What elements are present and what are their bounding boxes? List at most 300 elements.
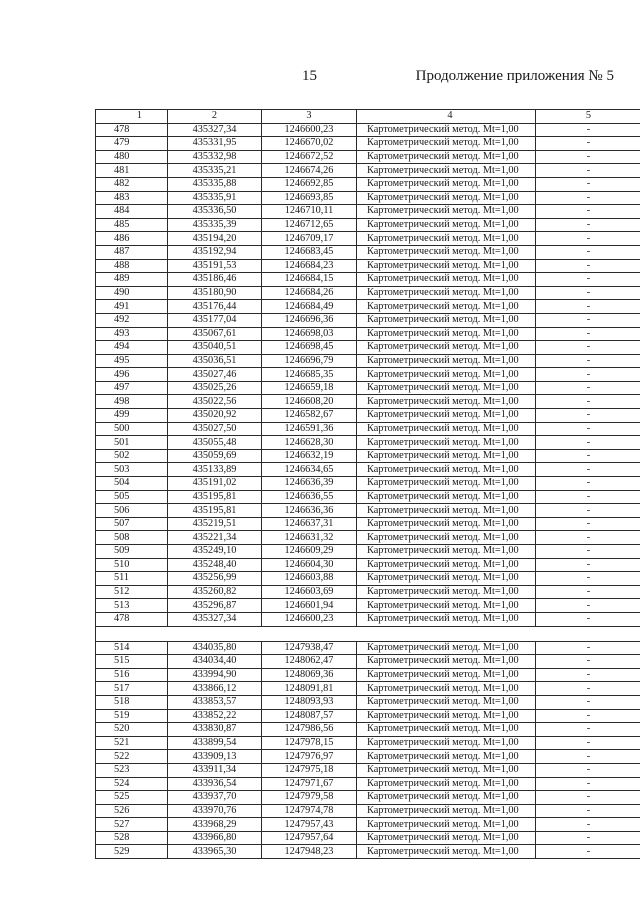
x-coordinate-cell: 433852,22	[168, 709, 262, 723]
method-cell: Картометрический метод. Mt=1,00	[357, 123, 536, 137]
method-cell: Картометрический метод. Mt=1,00	[357, 818, 536, 832]
point-number-cell: 485	[96, 218, 168, 232]
method-cell: Картометрический метод. Mt=1,00	[357, 218, 536, 232]
method-cell: Картометрический метод. Mt=1,00	[357, 641, 536, 655]
note-cell: -	[536, 341, 640, 355]
x-coordinate-cell: 435248,40	[168, 558, 262, 572]
method-cell: Картометрический метод. Mt=1,00	[357, 395, 536, 409]
point-number-cell: 518	[96, 695, 168, 709]
y-coordinate-cell: 1247979,58	[262, 791, 357, 805]
x-coordinate-cell: 435186,46	[168, 273, 262, 287]
method-cell: Картометрический метод. Mt=1,00	[357, 791, 536, 805]
y-coordinate-cell: 1246637,31	[262, 517, 357, 531]
method-cell: Картометрический метод. Mt=1,00	[357, 585, 536, 599]
point-number-cell: 513	[96, 599, 168, 613]
page-number: 15	[302, 68, 317, 84]
point-number-cell: 491	[96, 300, 168, 314]
point-number-cell: 489	[96, 273, 168, 287]
note-cell: -	[536, 245, 640, 259]
point-number-cell: 494	[96, 341, 168, 355]
x-coordinate-cell: 433937,70	[168, 791, 262, 805]
note-cell: -	[536, 218, 640, 232]
point-number-cell: 496	[96, 368, 168, 382]
y-coordinate-cell: 1246659,18	[262, 381, 357, 395]
note-cell: -	[536, 585, 640, 599]
point-number-cell: 527	[96, 818, 168, 832]
y-coordinate-cell: 1246698,03	[262, 327, 357, 341]
x-coordinate-cell: 433970,76	[168, 804, 262, 818]
y-coordinate-cell: 1247938,47	[262, 641, 357, 655]
method-cell: Картометрический метод. Mt=1,00	[357, 368, 536, 382]
method-cell: Картометрический метод. Mt=1,00	[357, 259, 536, 273]
table-row	[96, 327, 640, 341]
point-number-cell: 512	[96, 585, 168, 599]
note-cell: -	[536, 191, 640, 205]
method-cell: Картометрический метод. Mt=1,00	[357, 531, 536, 545]
method-cell: Картометрический метод. Mt=1,00	[357, 245, 536, 259]
x-coordinate-cell: 433899,54	[168, 736, 262, 750]
table-row	[96, 245, 640, 259]
x-coordinate-cell: 435192,94	[168, 245, 262, 259]
x-coordinate-cell: 433936,54	[168, 777, 262, 791]
x-coordinate-cell: 435191,02	[168, 477, 262, 491]
method-cell: Картометрический метод. Mt=1,00	[357, 750, 536, 764]
method-cell: Картометрический метод. Mt=1,00	[357, 668, 536, 682]
method-cell: Картометрический метод. Mt=1,00	[357, 232, 536, 246]
header-col-2: 2	[168, 110, 262, 124]
method-cell: Картометрический метод. Mt=1,00	[357, 845, 536, 859]
y-coordinate-cell: 1246692,85	[262, 177, 357, 191]
table-row	[96, 286, 640, 300]
note-cell: -	[536, 177, 640, 191]
x-coordinate-cell: 433966,80	[168, 831, 262, 845]
y-coordinate-cell: 1246698,45	[262, 341, 357, 355]
method-cell: Картометрический метод. Mt=1,00	[357, 191, 536, 205]
x-coordinate-cell: 434035,80	[168, 641, 262, 655]
note-cell: -	[536, 818, 640, 832]
header-col-5: 5	[536, 110, 640, 124]
header-col-3: 3	[262, 110, 357, 124]
table-row	[96, 668, 640, 682]
point-number-cell: 515	[96, 655, 168, 669]
method-cell: Картометрический метод. Mt=1,00	[357, 572, 536, 586]
y-coordinate-cell: 1246670,02	[262, 137, 357, 151]
point-number-cell: 516	[96, 668, 168, 682]
y-coordinate-cell: 1248091,81	[262, 682, 357, 696]
note-cell: -	[536, 150, 640, 164]
table-row	[96, 641, 640, 655]
x-coordinate-cell: 435327,34	[168, 123, 262, 137]
point-number-cell: 507	[96, 517, 168, 531]
y-coordinate-cell: 1246628,30	[262, 436, 357, 450]
note-cell: -	[536, 695, 640, 709]
method-cell: Картометрический метод. Mt=1,00	[357, 436, 536, 450]
x-coordinate-cell: 435256,99	[168, 572, 262, 586]
method-cell: Картометрический метод. Mt=1,00	[357, 504, 536, 518]
method-cell: Картометрический метод. Mt=1,00	[357, 150, 536, 164]
table-header	[96, 110, 640, 124]
point-number-cell: 490	[96, 286, 168, 300]
x-coordinate-cell: 435194,20	[168, 232, 262, 246]
y-coordinate-cell: 1246603,88	[262, 572, 357, 586]
x-coordinate-cell: 435133,89	[168, 463, 262, 477]
y-coordinate-cell: 1248087,57	[262, 709, 357, 723]
point-number-cell: 525	[96, 791, 168, 805]
note-cell: -	[536, 736, 640, 750]
method-cell: Картометрический метод. Mt=1,00	[357, 612, 536, 626]
x-coordinate-cell: 435327,34	[168, 612, 262, 626]
note-cell: -	[536, 123, 640, 137]
table-body	[96, 123, 640, 858]
point-number-cell: 506	[96, 504, 168, 518]
method-cell: Картометрический метод. Mt=1,00	[357, 422, 536, 436]
y-coordinate-cell: 1246582,67	[262, 409, 357, 423]
table-row	[96, 845, 640, 859]
table-row	[96, 409, 640, 423]
note-cell: -	[536, 777, 640, 791]
note-cell: -	[536, 137, 640, 151]
point-number-cell: 510	[96, 558, 168, 572]
x-coordinate-cell: 435335,91	[168, 191, 262, 205]
table-row	[96, 123, 640, 137]
note-cell: -	[536, 381, 640, 395]
method-cell: Картометрический метод. Mt=1,00	[357, 177, 536, 191]
x-coordinate-cell: 433965,30	[168, 845, 262, 859]
page-caption: Продолжение приложения № 5	[415, 68, 614, 84]
y-coordinate-cell: 1247948,23	[262, 845, 357, 859]
table-row	[96, 545, 640, 559]
table-row	[96, 137, 640, 151]
note-cell: -	[536, 723, 640, 737]
table-row	[96, 150, 640, 164]
y-coordinate-cell: 1246684,49	[262, 300, 357, 314]
table-row	[96, 504, 640, 518]
point-number-cell: 522	[96, 750, 168, 764]
note-cell: -	[536, 286, 640, 300]
point-number-cell: 529	[96, 845, 168, 859]
note-cell: -	[536, 831, 640, 845]
note-cell: -	[536, 449, 640, 463]
table-row	[96, 422, 640, 436]
table-row	[96, 831, 640, 845]
point-number-cell: 519	[96, 709, 168, 723]
point-number-cell: 523	[96, 763, 168, 777]
table-row	[96, 164, 640, 178]
method-cell: Картометрический метод. Mt=1,00	[357, 655, 536, 669]
x-coordinate-cell: 435335,21	[168, 164, 262, 178]
x-coordinate-cell: 435195,81	[168, 504, 262, 518]
x-coordinate-cell: 435180,90	[168, 286, 262, 300]
note-cell: -	[536, 558, 640, 572]
x-coordinate-cell: 433853,57	[168, 695, 262, 709]
note-cell: -	[536, 409, 640, 423]
y-coordinate-cell: 1246672,52	[262, 150, 357, 164]
x-coordinate-cell: 435335,39	[168, 218, 262, 232]
method-cell: Картометрический метод. Mt=1,00	[357, 381, 536, 395]
note-cell: -	[536, 599, 640, 613]
point-number-cell: 521	[96, 736, 168, 750]
point-number-cell: 514	[96, 641, 168, 655]
y-coordinate-cell: 1247957,43	[262, 818, 357, 832]
table-row	[96, 463, 640, 477]
method-cell: Картометрический метод. Mt=1,00	[357, 164, 536, 178]
point-number-cell: 504	[96, 477, 168, 491]
method-cell: Картометрический метод. Mt=1,00	[357, 736, 536, 750]
note-cell: -	[536, 422, 640, 436]
note-cell: -	[536, 368, 640, 382]
method-cell: Картометрический метод. Mt=1,00	[357, 137, 536, 151]
point-number-cell: 499	[96, 409, 168, 423]
y-coordinate-cell: 1247978,15	[262, 736, 357, 750]
x-coordinate-cell: 435331,95	[168, 137, 262, 151]
x-coordinate-cell: 435296,87	[168, 599, 262, 613]
header-col-1: 1	[96, 110, 168, 124]
y-coordinate-cell: 1246674,26	[262, 164, 357, 178]
point-number-cell: 478	[96, 612, 168, 626]
method-cell: Картометрический метод. Mt=1,00	[357, 490, 536, 504]
y-coordinate-cell: 1247986,56	[262, 723, 357, 737]
method-cell: Картометрический метод. Mt=1,00	[357, 354, 536, 368]
point-number-cell: 498	[96, 395, 168, 409]
point-number-cell: 509	[96, 545, 168, 559]
y-coordinate-cell: 1248069,36	[262, 668, 357, 682]
note-cell: -	[536, 750, 640, 764]
point-number-cell: 480	[96, 150, 168, 164]
table-row	[96, 655, 640, 669]
table-row	[96, 763, 640, 777]
y-coordinate-cell: 1246600,23	[262, 123, 357, 137]
table-row	[96, 777, 640, 791]
method-cell: Картометрический метод. Mt=1,00	[357, 545, 536, 559]
x-coordinate-cell: 434034,40	[168, 655, 262, 669]
y-coordinate-cell: 1246684,15	[262, 273, 357, 287]
y-coordinate-cell: 1247957,64	[262, 831, 357, 845]
table-row	[96, 572, 640, 586]
y-coordinate-cell: 1247975,18	[262, 763, 357, 777]
x-coordinate-cell: 435027,50	[168, 422, 262, 436]
method-cell: Картометрический метод. Mt=1,00	[357, 558, 536, 572]
x-coordinate-cell: 435221,34	[168, 531, 262, 545]
table-row	[96, 354, 640, 368]
x-coordinate-cell: 433909,13	[168, 750, 262, 764]
table-row	[96, 218, 640, 232]
note-cell: -	[536, 641, 640, 655]
note-cell: -	[536, 668, 640, 682]
y-coordinate-cell: 1247976,97	[262, 750, 357, 764]
table-row	[96, 612, 640, 626]
x-coordinate-cell: 433830,87	[168, 723, 262, 737]
y-coordinate-cell: 1248093,93	[262, 695, 357, 709]
x-coordinate-cell: 435022,56	[168, 395, 262, 409]
x-coordinate-cell: 435025,26	[168, 381, 262, 395]
note-cell: -	[536, 545, 640, 559]
x-coordinate-cell: 435027,46	[168, 368, 262, 382]
method-cell: Картометрический метод. Mt=1,00	[357, 286, 536, 300]
table-row	[96, 517, 640, 531]
y-coordinate-cell: 1246710,11	[262, 205, 357, 219]
note-cell: -	[536, 763, 640, 777]
y-coordinate-cell: 1246712,65	[262, 218, 357, 232]
table-row	[96, 259, 640, 273]
y-coordinate-cell: 1246631,32	[262, 531, 357, 545]
table-row	[96, 205, 640, 219]
table-row	[96, 300, 640, 314]
method-cell: Картометрический метод. Mt=1,00	[357, 463, 536, 477]
note-cell: -	[536, 164, 640, 178]
method-cell: Картометрический метод. Mt=1,00	[357, 777, 536, 791]
point-number-cell: 503	[96, 463, 168, 477]
table-row	[96, 558, 640, 572]
y-coordinate-cell: 1246634,65	[262, 463, 357, 477]
y-coordinate-cell: 1246709,17	[262, 232, 357, 246]
method-cell: Картометрический метод. Mt=1,00	[357, 341, 536, 355]
point-number-cell: 482	[96, 177, 168, 191]
y-coordinate-cell: 1248062,47	[262, 655, 357, 669]
note-cell: -	[536, 477, 640, 491]
point-number-cell: 526	[96, 804, 168, 818]
note-cell: -	[536, 395, 640, 409]
x-coordinate-cell: 435055,48	[168, 436, 262, 450]
method-cell: Картометрический метод. Mt=1,00	[357, 205, 536, 219]
point-number-cell: 520	[96, 723, 168, 737]
point-number-cell: 495	[96, 354, 168, 368]
x-coordinate-cell: 433994,90	[168, 668, 262, 682]
x-coordinate-cell: 435260,82	[168, 585, 262, 599]
table-row	[96, 191, 640, 205]
table-row	[96, 273, 640, 287]
note-cell: -	[536, 517, 640, 531]
table-row	[96, 818, 640, 832]
point-number-cell: 502	[96, 449, 168, 463]
coordinates-table	[95, 109, 640, 859]
x-coordinate-cell: 433968,29	[168, 818, 262, 832]
note-cell: -	[536, 655, 640, 669]
table-row	[96, 723, 640, 737]
point-number-cell: 511	[96, 572, 168, 586]
y-coordinate-cell: 1246684,26	[262, 286, 357, 300]
table-row	[96, 791, 640, 805]
method-cell: Картометрический метод. Mt=1,00	[357, 709, 536, 723]
point-number-cell: 500	[96, 422, 168, 436]
point-number-cell: 524	[96, 777, 168, 791]
point-number-cell: 517	[96, 682, 168, 696]
table-row	[96, 599, 640, 613]
x-coordinate-cell: 435249,10	[168, 545, 262, 559]
point-number-cell: 492	[96, 313, 168, 327]
y-coordinate-cell: 1246636,36	[262, 504, 357, 518]
note-cell: -	[536, 682, 640, 696]
note-cell: -	[536, 436, 640, 450]
note-cell: -	[536, 490, 640, 504]
point-number-cell: 493	[96, 327, 168, 341]
y-coordinate-cell: 1246636,39	[262, 477, 357, 491]
y-coordinate-cell: 1246683,45	[262, 245, 357, 259]
y-coordinate-cell: 1246600,23	[262, 612, 357, 626]
y-coordinate-cell: 1246603,69	[262, 585, 357, 599]
table-row	[96, 395, 640, 409]
section-separator-cell	[96, 626, 640, 641]
table-row	[96, 477, 640, 491]
method-cell: Картометрический метод. Mt=1,00	[357, 763, 536, 777]
method-cell: Картометрический метод. Mt=1,00	[357, 517, 536, 531]
y-coordinate-cell: 1246636,55	[262, 490, 357, 504]
point-number-cell: 501	[96, 436, 168, 450]
x-coordinate-cell: 435191,53	[168, 259, 262, 273]
y-coordinate-cell: 1246696,79	[262, 354, 357, 368]
header-col-4: 4	[357, 110, 536, 124]
y-coordinate-cell: 1246601,94	[262, 599, 357, 613]
method-cell: Картометрический метод. Mt=1,00	[357, 477, 536, 491]
table-row	[96, 436, 640, 450]
section-separator-row	[96, 626, 640, 641]
y-coordinate-cell: 1246685,35	[262, 368, 357, 382]
method-cell: Картометрический метод. Mt=1,00	[357, 682, 536, 696]
note-cell: -	[536, 791, 640, 805]
point-number-cell: 483	[96, 191, 168, 205]
point-number-cell: 479	[96, 137, 168, 151]
note-cell: -	[536, 259, 640, 273]
x-coordinate-cell: 435335,88	[168, 177, 262, 191]
x-coordinate-cell: 435332,98	[168, 150, 262, 164]
note-cell: -	[536, 463, 640, 477]
point-number-cell: 488	[96, 259, 168, 273]
note-cell: -	[536, 804, 640, 818]
method-cell: Картометрический метод. Mt=1,00	[357, 273, 536, 287]
note-cell: -	[536, 354, 640, 368]
y-coordinate-cell: 1247974,78	[262, 804, 357, 818]
note-cell: -	[536, 313, 640, 327]
note-cell: -	[536, 232, 640, 246]
point-number-cell: 508	[96, 531, 168, 545]
table-row	[96, 695, 640, 709]
note-cell: -	[536, 273, 640, 287]
table-row	[96, 341, 640, 355]
y-coordinate-cell: 1246696,36	[262, 313, 357, 327]
y-coordinate-cell: 1246604,30	[262, 558, 357, 572]
y-coordinate-cell: 1246684,23	[262, 259, 357, 273]
method-cell: Картометрический метод. Mt=1,00	[357, 449, 536, 463]
x-coordinate-cell: 435195,81	[168, 490, 262, 504]
table-row	[96, 381, 640, 395]
method-cell: Картометрический метод. Mt=1,00	[357, 831, 536, 845]
method-cell: Картометрический метод. Mt=1,00	[357, 300, 536, 314]
y-coordinate-cell: 1246693,85	[262, 191, 357, 205]
note-cell: -	[536, 709, 640, 723]
x-coordinate-cell: 435040,51	[168, 341, 262, 355]
point-number-cell: 497	[96, 381, 168, 395]
x-coordinate-cell: 435067,61	[168, 327, 262, 341]
point-number-cell: 478	[96, 123, 168, 137]
point-number-cell: 487	[96, 245, 168, 259]
header-row	[96, 110, 640, 124]
note-cell: -	[536, 845, 640, 859]
y-coordinate-cell: 1246609,29	[262, 545, 357, 559]
x-coordinate-cell: 435176,44	[168, 300, 262, 314]
method-cell: Картометрический метод. Mt=1,00	[357, 313, 536, 327]
y-coordinate-cell: 1247971,67	[262, 777, 357, 791]
x-coordinate-cell: 435219,51	[168, 517, 262, 531]
y-coordinate-cell: 1246632,19	[262, 449, 357, 463]
x-coordinate-cell: 435036,51	[168, 354, 262, 368]
table-row	[96, 585, 640, 599]
table-row	[96, 232, 640, 246]
note-cell: -	[536, 612, 640, 626]
point-number-cell: 481	[96, 164, 168, 178]
method-cell: Картометрический метод. Mt=1,00	[357, 599, 536, 613]
method-cell: Картометрический метод. Mt=1,00	[357, 409, 536, 423]
x-coordinate-cell: 435020,92	[168, 409, 262, 423]
method-cell: Картометрический метод. Mt=1,00	[357, 327, 536, 341]
